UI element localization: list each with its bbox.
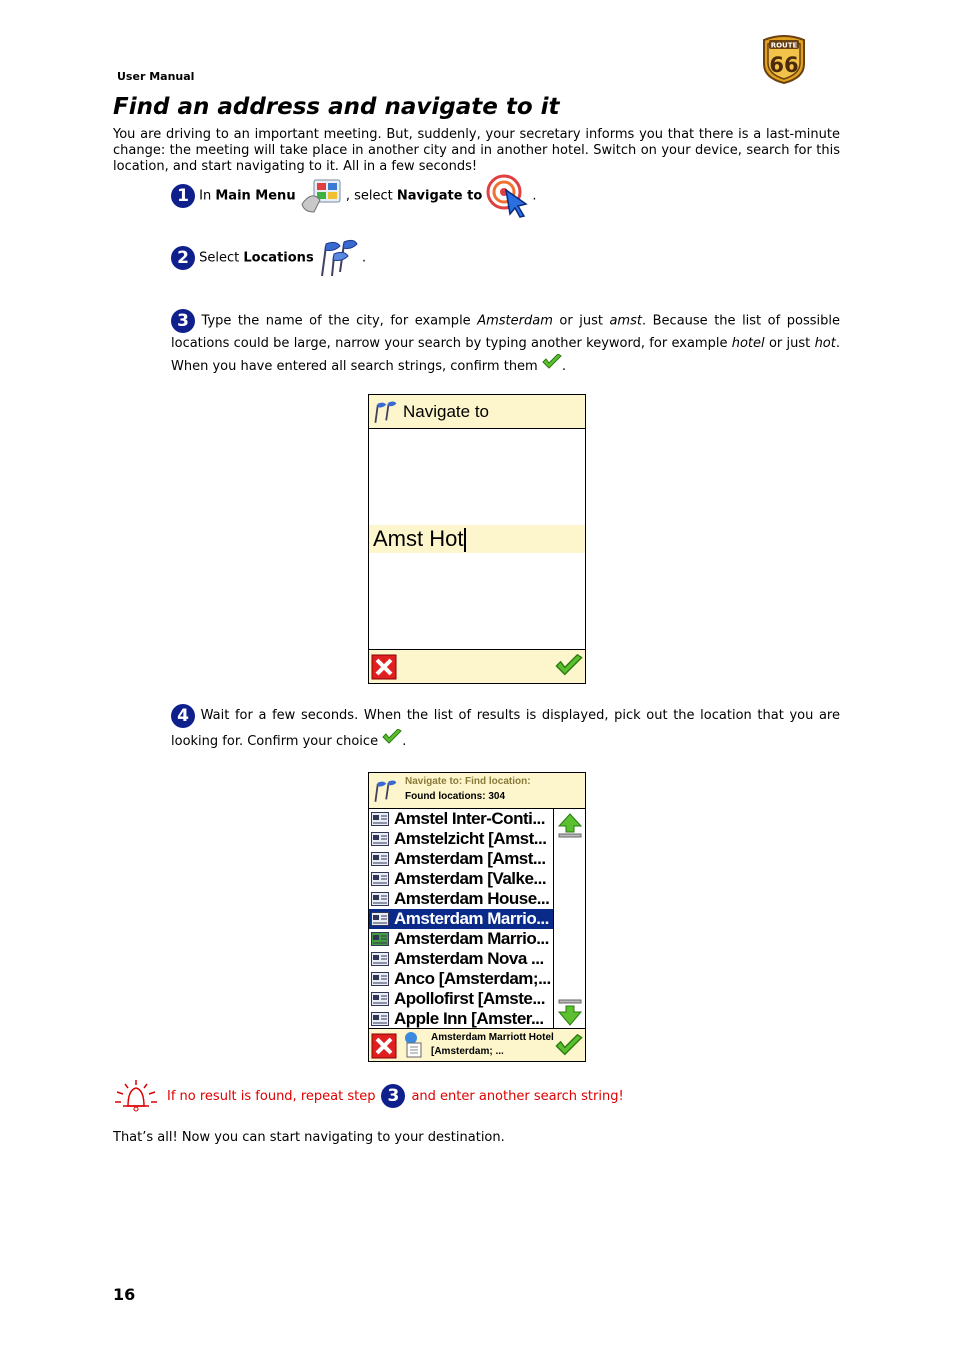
warning-step-badge: 3	[381, 1084, 405, 1108]
route66-logo	[760, 34, 808, 84]
result-item-label: Apollofirst [Amste...	[394, 989, 546, 1008]
preview-line-2: [Amsterdam; ...	[431, 1046, 504, 1057]
result-item-label: Amsterdam Nova ...	[394, 949, 544, 968]
page-title: Find an address and navigate to it	[113, 94, 560, 120]
navigate-to-label: Navigate to	[396, 188, 483, 204]
hotel-location-icon	[371, 972, 389, 986]
hotel-location-icon	[371, 912, 389, 926]
main-menu-label: Main Menu	[215, 188, 296, 204]
locations-flags-icon	[373, 400, 397, 424]
result-item-label: Amsterdam Marrio...	[394, 909, 549, 928]
scroll-down-arrow-icon[interactable]	[557, 999, 583, 1027]
result-list	[369, 809, 553, 1029]
example-hotel: hotel	[731, 336, 765, 351]
header-label: User Manual	[117, 70, 195, 83]
preview-line-1: Amsterdam Marriott Hotel	[431, 1032, 554, 1043]
locations-flags-icon	[373, 779, 397, 803]
step-3-text-f: .	[561, 359, 566, 374]
result-item-label: Amsterdam House...	[394, 889, 550, 908]
text-caret	[464, 528, 466, 552]
screen-header	[369, 395, 585, 429]
step-2-text-a: Select	[199, 250, 244, 266]
hotel-location-icon	[371, 832, 389, 846]
navigate-to-target-icon	[486, 174, 532, 218]
hotel-location-icon	[371, 812, 389, 826]
result-item-label: Amsterdam Marrio...	[394, 929, 549, 948]
selected-location-preview	[431, 1031, 554, 1059]
step-3-text-e: . When you have entered all search strings, confirm them	[171, 336, 840, 374]
screen-title: Navigate to	[403, 401, 489, 421]
warning-note	[113, 1078, 624, 1114]
scrollbar[interactable]	[553, 809, 585, 1029]
svg-text:ROUTE: ROUTE	[770, 41, 798, 50]
search-input-value: Amst Hot	[373, 526, 464, 551]
closing-sentence: That’s all! Now you can start navigating to your destination.	[113, 1130, 505, 1145]
result-item-label: Amstel Inter-Conti...	[394, 809, 546, 828]
confirm-button[interactable]	[555, 654, 583, 678]
result-item-label: Amsterdam [Amst...	[394, 849, 546, 868]
location-info-icon[interactable]	[401, 1031, 427, 1059]
step-2	[171, 238, 366, 278]
result-item-label: Anco [Amsterdam;...	[394, 969, 551, 988]
step-3-text-d: or just	[764, 336, 815, 351]
step-2-badge: 2	[171, 246, 195, 270]
result-item-label: Apple Inn [Amster...	[394, 1009, 544, 1028]
result-list-item[interactable]	[369, 889, 553, 909]
step-4-text-a: Wait for a few seconds. When the list of results is displayed, pick out the location that you are looking for. Confirm your choice	[171, 708, 840, 749]
locations-flags-icon	[318, 238, 358, 278]
intro-paragraph: You are driving to an important meeting. But, suddenly, your secretary informs you that there is a last-minute change: the meeting will take place in another city and in another hotel. Switch on your device, search for this location, and start navigating to it. All in a few seconds!	[113, 127, 840, 174]
step-4	[171, 703, 840, 755]
hotel-location-icon	[371, 852, 389, 866]
result-list-item[interactable]	[369, 929, 553, 949]
hotel-location-icon	[371, 952, 389, 966]
find-location-screen	[368, 772, 586, 1062]
confirm-check-icon	[382, 729, 402, 745]
step-3-text-b: or just	[552, 313, 610, 329]
screen-header	[369, 773, 585, 809]
cancel-button[interactable]	[371, 654, 397, 680]
step-3	[171, 309, 840, 377]
cancel-button[interactable]	[371, 1033, 397, 1059]
step-1-text-a: In	[199, 188, 216, 204]
search-input[interactable]	[369, 525, 585, 553]
result-item-label: Amstelzicht [Amst...	[394, 829, 547, 848]
step-3-text-a: Type the name of the city, for example	[195, 313, 478, 329]
main-menu-icon	[300, 178, 342, 214]
step-1	[171, 174, 537, 218]
page-number: 16	[113, 1285, 136, 1304]
locations-label: Locations	[243, 250, 314, 266]
result-list-item[interactable]	[369, 1009, 553, 1029]
screen-footer	[369, 1028, 585, 1061]
step-2-text-b: .	[361, 250, 367, 266]
navigate-to-screen	[368, 394, 586, 684]
result-list-item[interactable]	[369, 849, 553, 869]
example-amst: amst	[609, 313, 642, 329]
example-amsterdam: Amsterdam	[477, 313, 553, 329]
screen-footer	[369, 649, 585, 683]
step-3-badge: 3	[171, 309, 195, 333]
hotel-location-icon	[371, 872, 389, 886]
result-list-item[interactable]	[369, 809, 553, 829]
screen-breadcrumb: Navigate to: Find location:	[405, 776, 531, 787]
step-1-badge: 1	[171, 184, 195, 208]
hotel-location-icon	[371, 1012, 389, 1026]
example-hot: hot	[814, 336, 836, 351]
confirm-check-icon	[542, 354, 562, 370]
hotel-location-icon	[371, 992, 389, 1006]
result-list-item[interactable]	[369, 949, 553, 969]
warning-text-b: and enter another search string!	[411, 1088, 624, 1104]
found-count: Found locations: 304	[405, 791, 506, 802]
result-list-item[interactable]	[369, 989, 553, 1009]
result-list-item[interactable]	[369, 829, 553, 849]
alarm-bell-icon	[113, 1078, 159, 1114]
result-item-label: Amsterdam [Valke...	[394, 869, 547, 888]
hotel-location-icon	[371, 892, 389, 906]
result-list-item[interactable]	[369, 909, 553, 929]
confirm-button[interactable]	[555, 1034, 583, 1058]
step-1-text-b: , select	[345, 188, 397, 204]
step-4-badge: 4	[171, 704, 195, 728]
hotel-location-icon	[371, 932, 389, 946]
step-3-text-c: . Because the list of possible locations could be large, narrow your search by typing another keyword, for example	[171, 313, 840, 351]
step-1-text-c: .	[532, 188, 537, 204]
scroll-up-arrow-icon[interactable]	[557, 812, 583, 838]
step-4-text-b: .	[402, 734, 407, 749]
warning-text-a: If no result is found, repeat step	[167, 1088, 376, 1104]
svg-text:66: 66	[769, 53, 799, 77]
result-list-item[interactable]	[369, 969, 553, 989]
result-list-item[interactable]	[369, 869, 553, 889]
